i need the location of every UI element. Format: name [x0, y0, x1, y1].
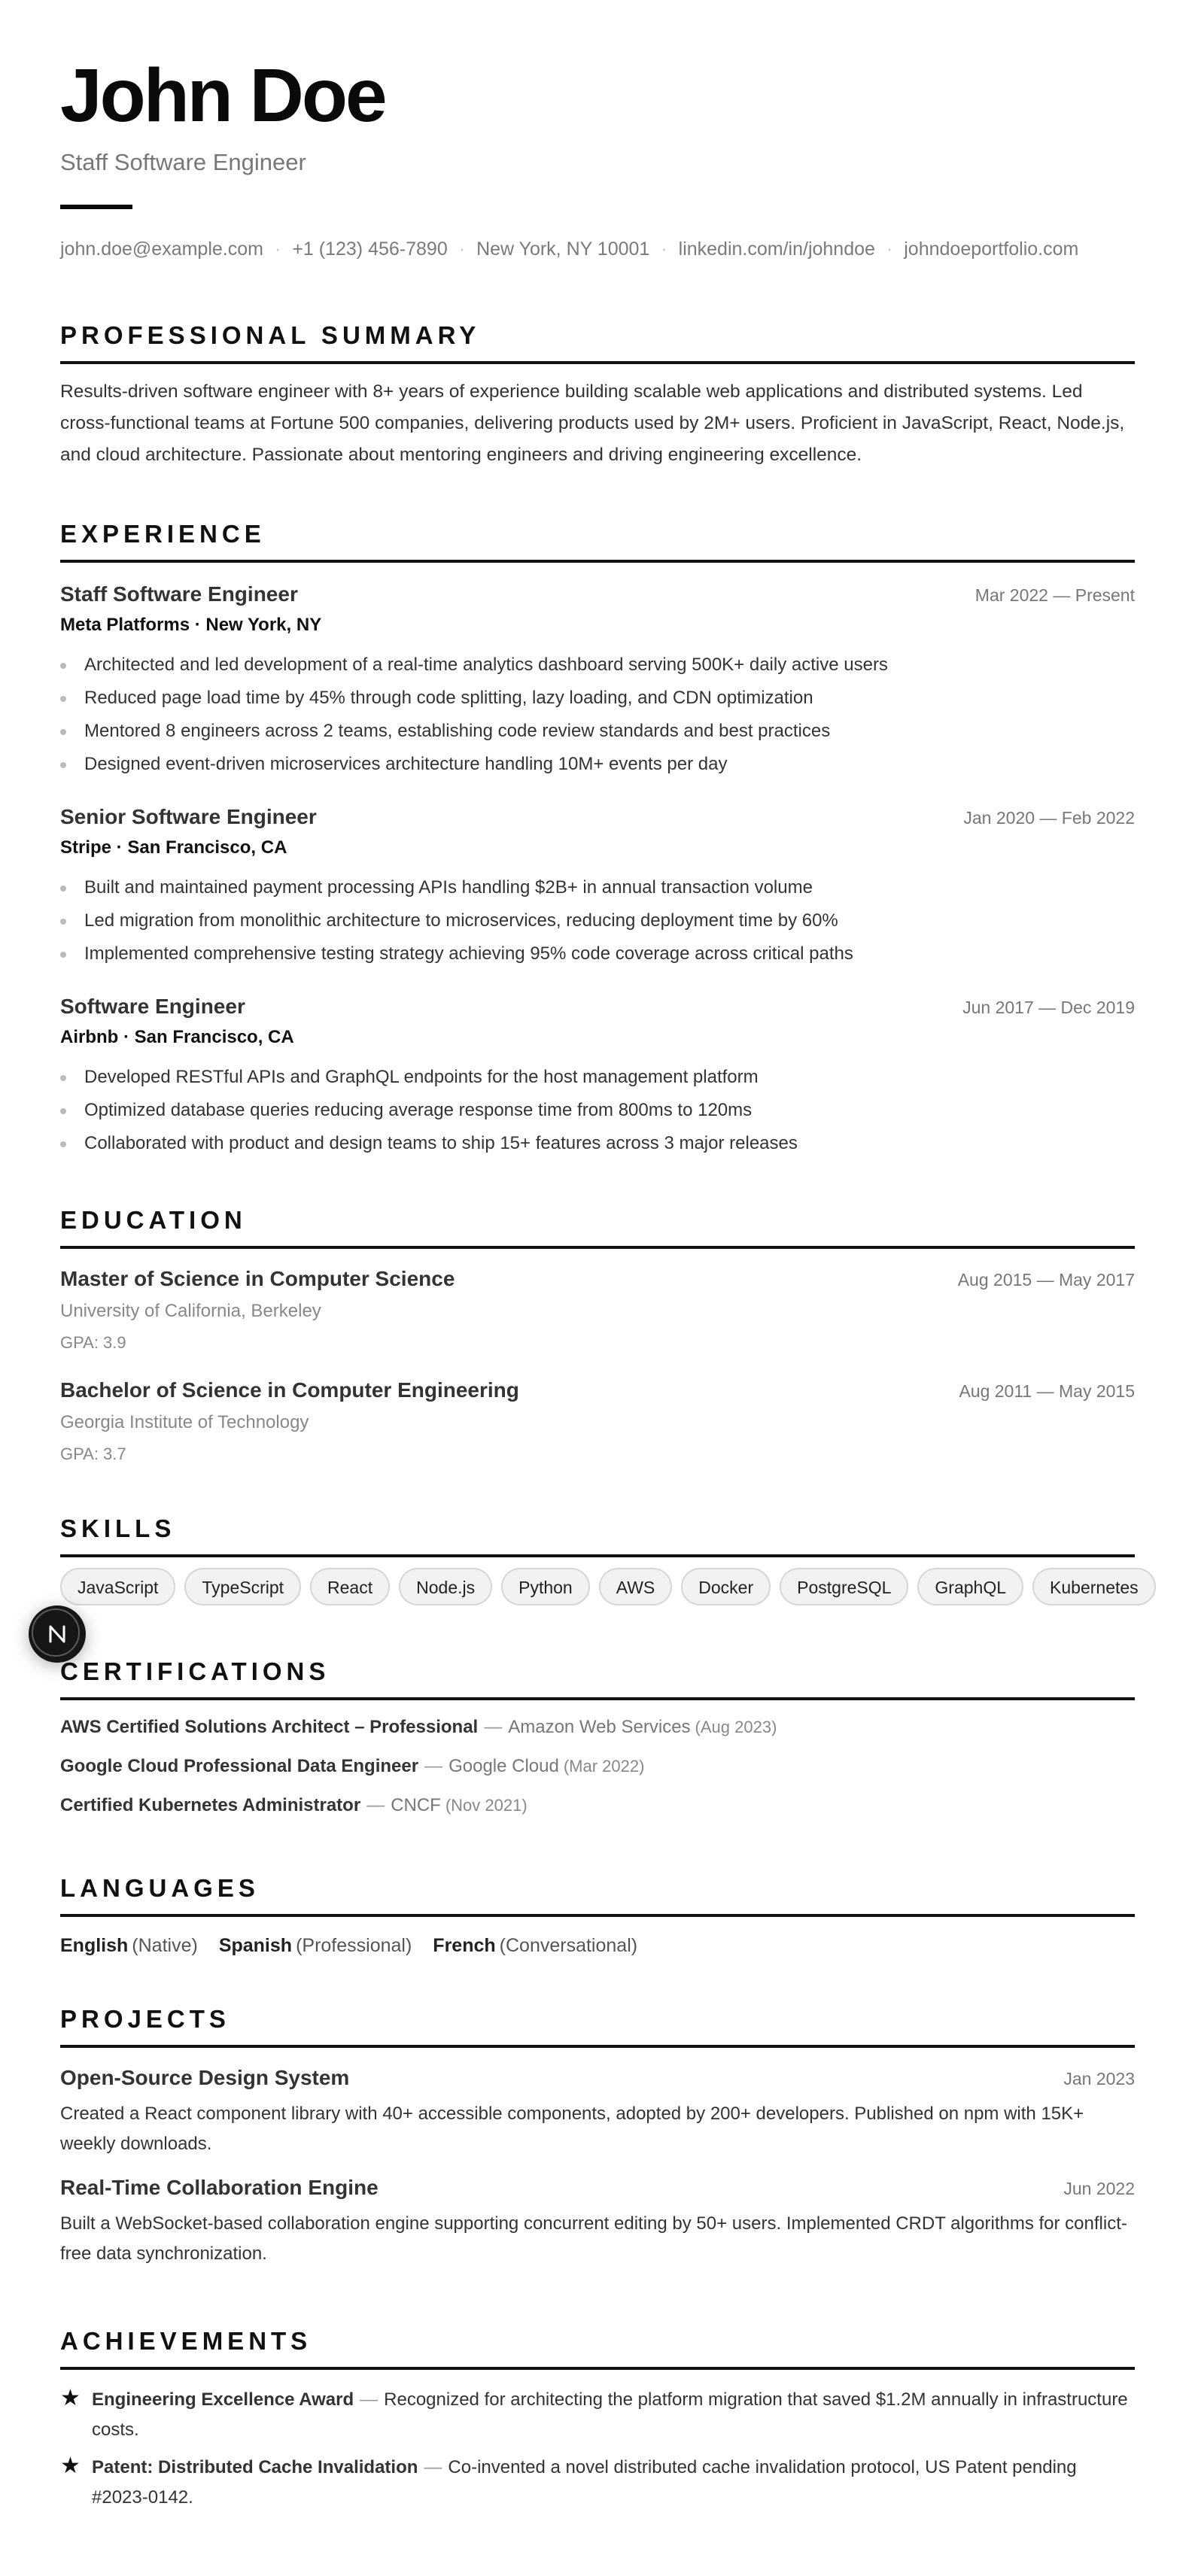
skill-chip: React [310, 1568, 390, 1605]
certification-item: AWS Certified Solutions Architect – Professional — Amazon Web Services (Aug 2023) [60, 1717, 777, 1737]
contact-separator: · [458, 238, 466, 260]
achievement-item: ★ Patent: Distributed Cache Invalidation — Co-invented a novel distributed cache invalidation protocol, US Patent pending #2023-0142. [60, 2453, 1077, 2508]
contact-linkedin[interactable]: linkedin.com/in/johndoe [678, 238, 875, 260]
section-heading-certifications: CERTIFICATIONS [60, 1657, 1135, 1700]
education-entry [60, 1264, 1135, 1354]
accent-divider [60, 205, 132, 209]
project-name: Real-Time Collaboration Engine [60, 2176, 379, 2199]
job-bullet: Mentored 8 engineers across 2 teams, establishing code review standards and best practices [60, 715, 1135, 748]
skill-chip: Python [501, 1568, 590, 1605]
job-company: Airbnb · San Francisco, CA [60, 1027, 294, 1047]
project-date: Jun 2022 [1063, 2179, 1135, 2198]
n-logo-button[interactable] [29, 1605, 86, 1663]
education-date: Aug 2011 — May 2015 [959, 1381, 1135, 1401]
star-icon: ★ [60, 2386, 81, 2410]
contact-separator: · [661, 238, 667, 260]
n-logo-icon [47, 1624, 68, 1645]
skills-list [60, 1568, 1139, 1605]
job-bullet: Developed RESTful APIs and GraphQL endpoints for the host management platform [60, 1061, 1135, 1094]
job-date: Mar 2022 — Present [975, 585, 1135, 605]
language-item: Spanish (Professional) [218, 1935, 412, 1956]
achievement-item: ★ Engineering Excellence Award — Recognized for architecting the platform migration that saved $1.2M annually in infrastructure costs. [60, 2386, 1128, 2440]
section-heading-projects: PROJECTS [60, 2004, 1135, 2048]
contact-phone[interactable]: +1 (123) 456-7890 [292, 238, 448, 260]
skill-chip: Kubernetes [1032, 1568, 1156, 1605]
job-company: Meta Platforms · New York, NY [60, 615, 322, 635]
project-description: Built a WebSocket-based collaboration engine supporting concurrent editing by 50+ users. Implemented CRDT algorithms for conflict-free data synchronization. [60, 2213, 1127, 2264]
skill-chip: GraphQL [917, 1568, 1023, 1605]
education-date: Aug 2015 — May 2017 [957, 1270, 1135, 1290]
skill-chip: Node.js [399, 1568, 492, 1605]
education-school: Georgia Institute of Technology [60, 1412, 309, 1432]
job-bullet: Collaborated with product and design teams to ship 15+ features across 3 major releases [60, 1127, 1135, 1160]
job-bullet: Reduced page load time by 45% through code splitting, lazy loading, and CDN optimization [60, 682, 1135, 715]
language-item: French (Conversational) [433, 1935, 638, 1956]
job-role: Staff Software Engineer [60, 582, 298, 606]
candidate-name: John Doe [60, 53, 385, 138]
job-bullet: Designed event-driven microservices architecture handling 10M+ events per day [60, 748, 1135, 781]
contact-separator: · [274, 238, 281, 260]
job-date: Jun 2017 — Dec 2019 [962, 998, 1135, 1017]
project-entry [60, 2063, 1135, 2159]
section-heading-skills: SKILLS [60, 1514, 1135, 1557]
skill-chip: Docker [681, 1568, 771, 1605]
job-bullet: Led migration from monolithic architecture to microservices, reducing deployment time by 60% [60, 904, 1135, 937]
section-heading-experience: EXPERIENCE [60, 519, 1135, 563]
education-degree: Bachelor of Science in Computer Engineering [60, 1378, 519, 1402]
job-bullet: Optimized database queries reducing average response time from 800ms to 120ms [60, 1094, 1135, 1127]
job-entry [60, 992, 1135, 1160]
project-date: Jan 2023 [1063, 2069, 1135, 2088]
skill-chip: TypeScript [184, 1568, 301, 1605]
star-icon: ★ [60, 2453, 81, 2478]
certification-item: Google Cloud Professional Data Engineer — Google Cloud (Mar 2022) [60, 1756, 645, 1776]
job-bullet: Architected and led development of a real-time analytics dashboard serving 500K+ daily active users [60, 649, 1135, 682]
skill-chip: PostgreSQL [780, 1568, 908, 1605]
job-bullet: Built and maintained payment processing APIs handling $2B+ in annual transaction volume [60, 871, 1135, 904]
project-description: Created a React component library with 40+ accessible components, adopted by 200+ developers. Published on npm with 15K+ weekly downloads. [60, 2104, 1084, 2154]
section-heading-languages: LANGUAGES [60, 1873, 1135, 1917]
education-school: University of California, Berkeley [60, 1301, 321, 1321]
education-gpa: GPA: 3.7 [60, 1444, 126, 1463]
skill-chip: JavaScript [60, 1568, 175, 1605]
education-gpa: GPA: 3.9 [60, 1333, 126, 1352]
job-role: Software Engineer [60, 995, 245, 1018]
certification-item: Certified Kubernetes Administrator — CNCF (Nov 2021) [60, 1795, 528, 1815]
job-company: Stripe · San Francisco, CA [60, 837, 287, 858]
skill-chip: AWS [599, 1568, 673, 1605]
job-bullet: Implemented comprehensive testing strategy achieving 95% code coverage across critical paths [60, 937, 1135, 971]
job-date: Jan 2020 — Feb 2022 [963, 808, 1135, 828]
education-entry [60, 1375, 1135, 1466]
project-name: Open-Source Design System [60, 2066, 350, 2089]
job-entry [60, 579, 1135, 781]
project-entry [60, 2173, 1135, 2269]
job-role: Senior Software Engineer [60, 805, 317, 828]
contact-portfolio[interactable]: johndoeportfolio.com [904, 238, 1079, 260]
section-heading-summary: PROFESSIONAL SUMMARY [60, 320, 1135, 364]
section-heading-education: EDUCATION [60, 1205, 1135, 1249]
education-degree: Master of Science in Computer Science [60, 1267, 455, 1290]
languages-list [60, 1932, 658, 1959]
candidate-title: Staff Software Engineer [60, 149, 306, 175]
section-heading-achievements: ACHIEVEMENTS [60, 2326, 1135, 2370]
job-entry [60, 802, 1135, 971]
contact-line [60, 236, 1078, 262]
contact-separator: · [886, 238, 893, 260]
contact-email[interactable]: john.doe@example.com [60, 238, 263, 260]
contact-location: New York, NY 10001 [476, 238, 650, 260]
summary-text: Results-driven software engineer with 8+ years of experience building scalable web applications and distributed systems. Led cross-functional teams at Fortune 500 companies, delivering products used by 2M+ users. Proficient in JavaScript, React, Node.js, and cloud architecture. Passionate about mentoring engineers and driving engineering excellence. [60, 381, 1125, 465]
language-item: English (Native) [60, 1935, 198, 1956]
